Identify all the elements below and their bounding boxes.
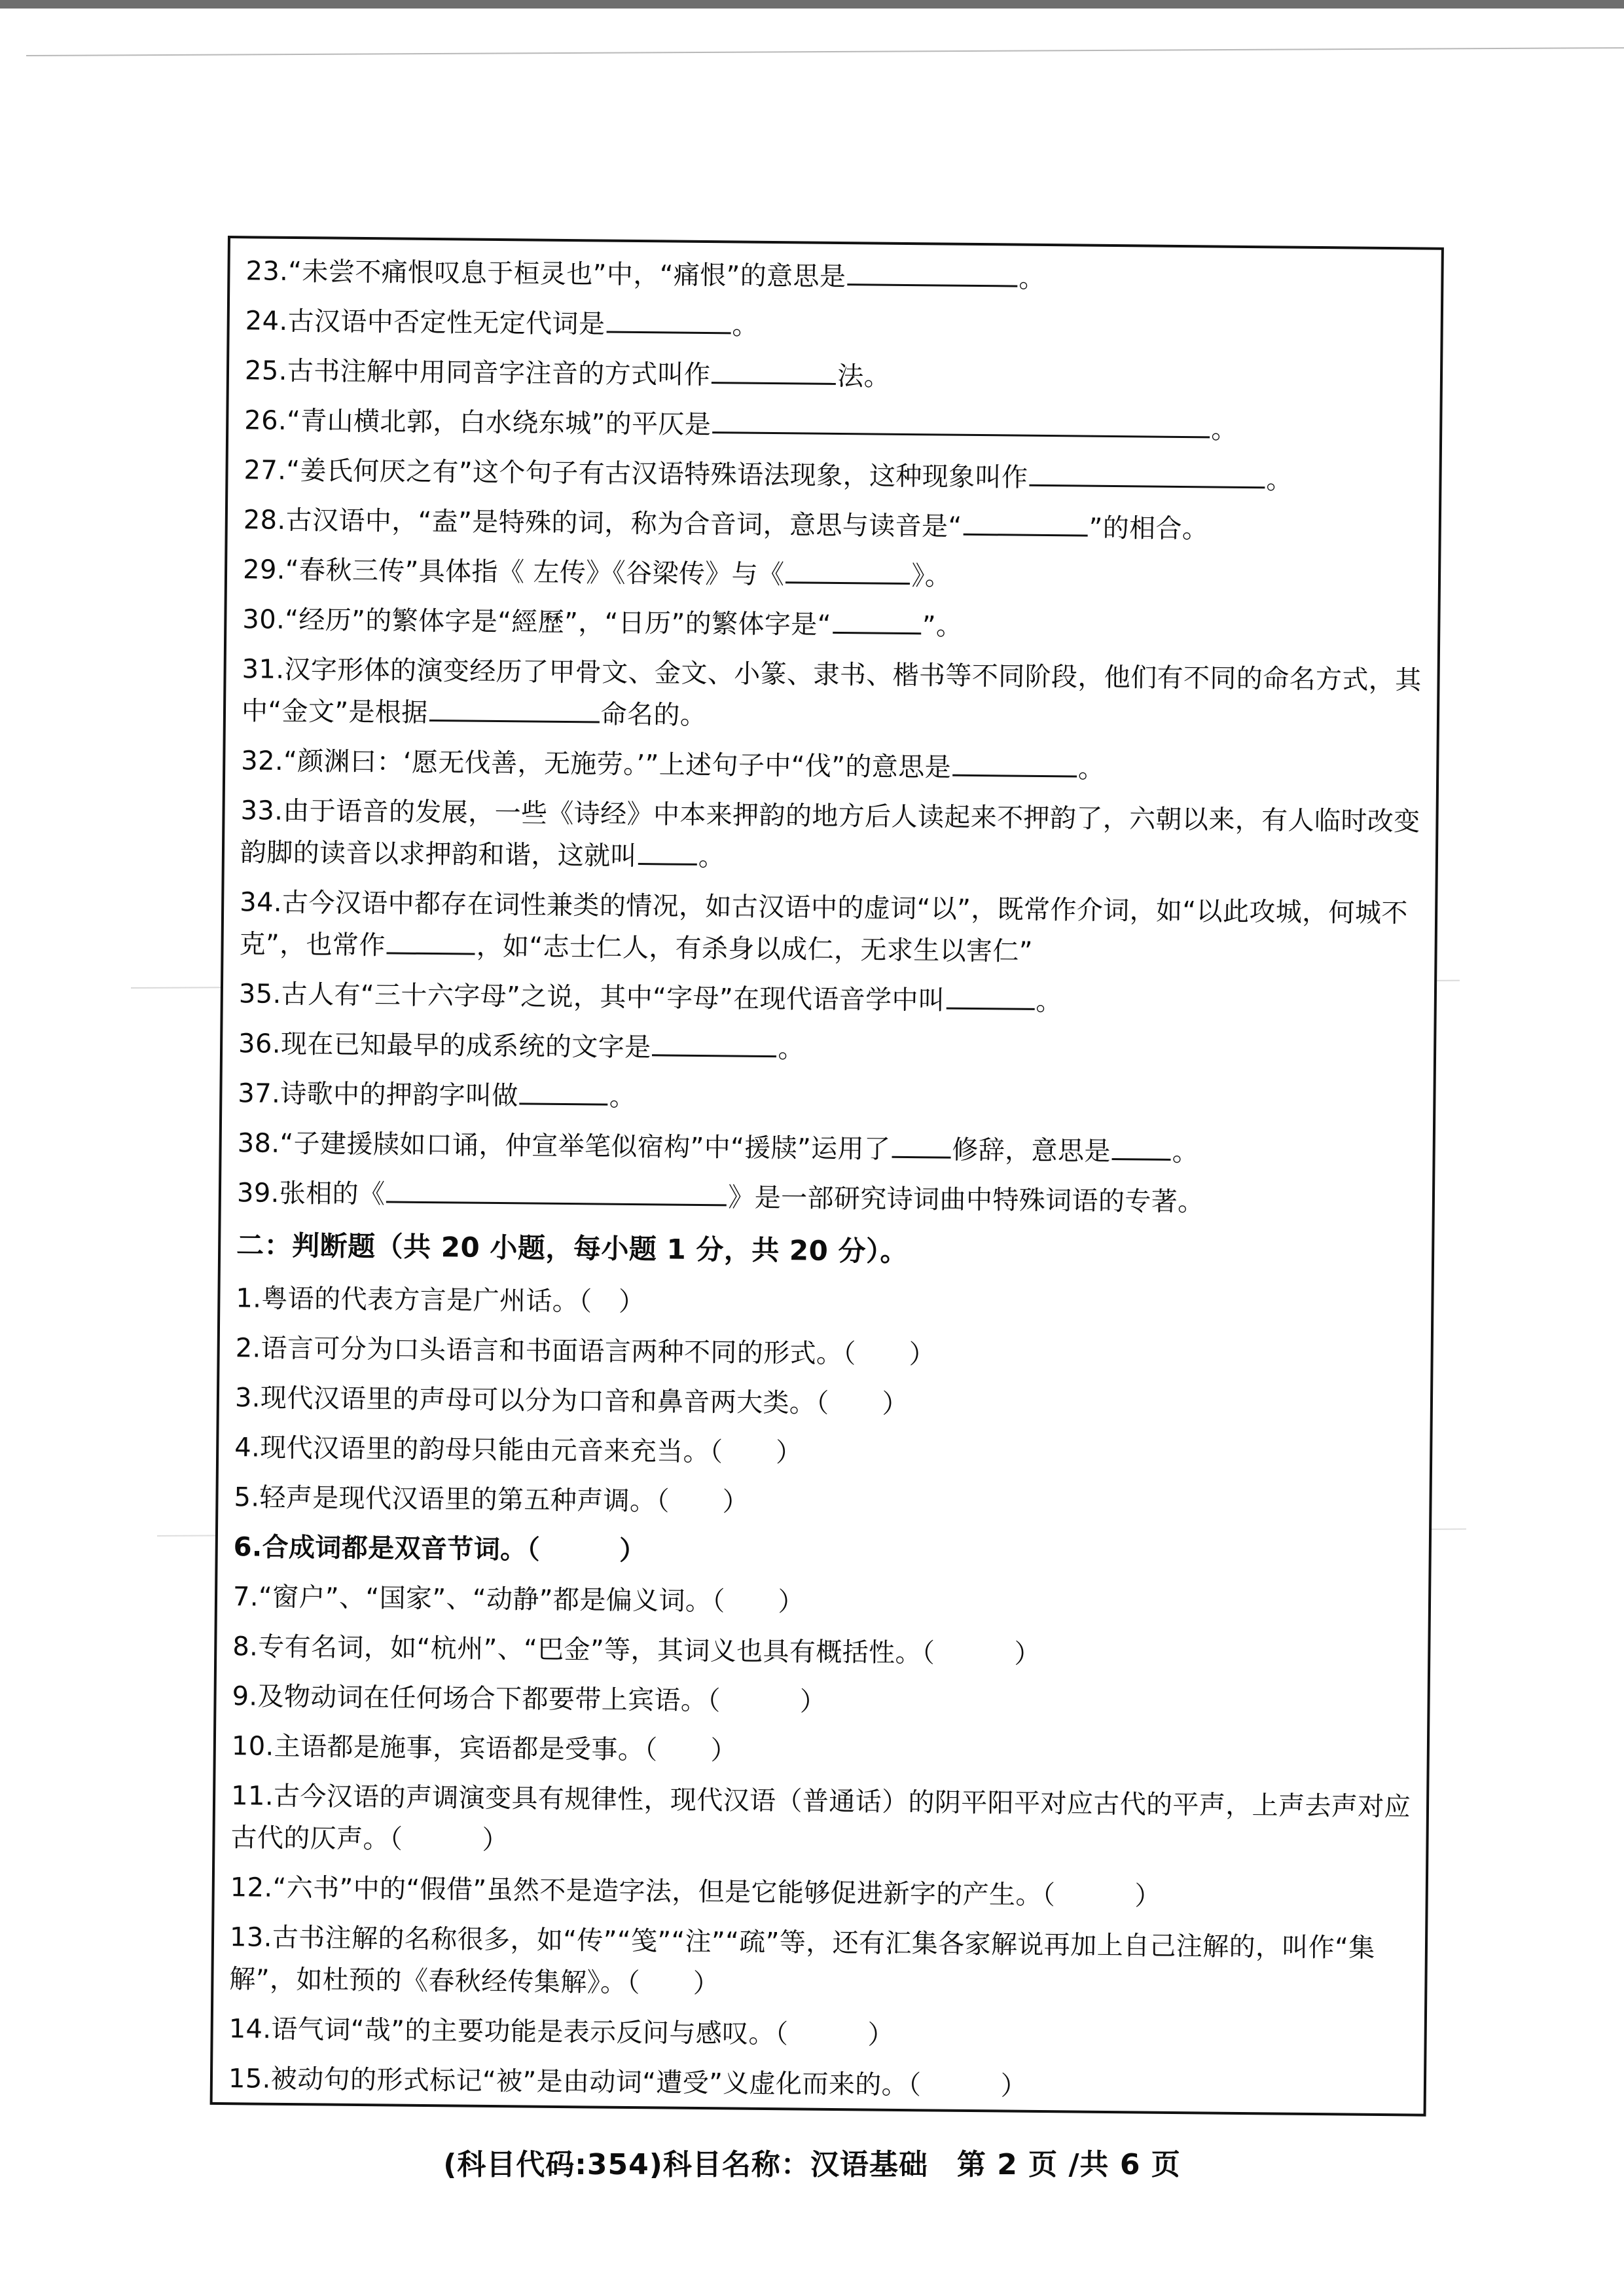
question-text: 汉字形体的演变经历了甲骨文、金文、小篆、隶书、楷书等不同阶段，他们有不同的命名方式，其中“金文”是根据	[241, 654, 1422, 728]
true-false-item	[234, 1476, 1418, 1529]
question-text: 张相的《	[279, 1178, 386, 1210]
answer-blank[interactable]	[520, 1075, 608, 1105]
question-text: 主语都是施事，宾语都是受事。（ ）	[274, 1731, 738, 1766]
true-false-item	[233, 1526, 1417, 1579]
question-number: 32.	[241, 746, 284, 776]
question-text: “子建援牍如口诵，仲宣举笔似宿构”中“援牍”运用了	[280, 1128, 891, 1165]
footer-page-number: 第 2 页 /共 6 页	[956, 2148, 1181, 2181]
answer-blank[interactable]	[946, 980, 1034, 1010]
question-text-tail: 。	[1266, 465, 1293, 496]
true-false-item	[232, 1725, 1416, 1778]
question-text-tail: 》。	[911, 561, 952, 592]
true-false-item	[234, 1427, 1418, 1480]
question-number: 25.	[244, 355, 288, 386]
question-text: “春秋三传”具体指《 左传》《谷梁传》与《	[285, 555, 785, 591]
question-text-tail: 》是一部研究诗词曲中特殊词语的专著。	[728, 1182, 1204, 1218]
answer-blank[interactable]	[892, 1129, 950, 1159]
answer-blank[interactable]	[652, 1027, 776, 1057]
question-item	[238, 1023, 1422, 1076]
true-false-item	[228, 2058, 1413, 2111]
question-number: 26.	[244, 405, 287, 436]
question-number: 8.	[232, 1631, 259, 1662]
true-false-item	[235, 1377, 1419, 1430]
true-false-item	[232, 1626, 1416, 1679]
question-item	[240, 790, 1424, 884]
question-text: 古今汉语的声调演变具有规律性，现代汉语（普通话）的阴平阳平对应古代的平声，上声去声对应古代的仄声。（ ）	[230, 1781, 1411, 1856]
question-number: 38.	[237, 1128, 280, 1159]
answer-blank[interactable]	[712, 404, 1210, 438]
question-number: 34.	[240, 887, 283, 918]
question-text: 现在已知最早的成系统的文字是	[280, 1029, 651, 1063]
question-text: 诗歌中的押韵字叫做	[280, 1078, 519, 1112]
true-false-item	[229, 1916, 1413, 2011]
question-number: 24.	[245, 306, 288, 337]
question-text: 古书注解的名称很多，如“传”“笺”“注”“疏”等，还有汇集各家解说再加上自己注解的，叫作“集解”，如杜预的《春秋经传集解》。（ ）	[229, 1922, 1375, 1999]
question-text-tail: 。	[732, 310, 759, 341]
question-item	[239, 973, 1423, 1026]
question-number: 1.	[236, 1283, 262, 1314]
true-false-item	[230, 1775, 1415, 1870]
answer-blank[interactable]	[785, 554, 910, 585]
question-item	[239, 881, 1423, 976]
answer-blank[interactable]	[1029, 457, 1265, 488]
question-number: 12.	[230, 1872, 273, 1903]
question-text: “经历”的繁体字是“經歷”，“日历”的繁体字是“	[284, 604, 832, 640]
question-number: 10.	[231, 1731, 274, 1762]
question-number: 5.	[234, 1482, 260, 1513]
page-footer	[0, 2141, 1624, 2183]
answer-blank[interactable]	[847, 256, 1017, 287]
question-text: 古汉语中否定性无定代词是	[287, 306, 605, 340]
true-false-item	[236, 1277, 1420, 1330]
question-item	[237, 1172, 1421, 1225]
question-text: “六书”中的“假借”虽然不是造字法，但是它能够促进新字的产生。（ ）	[272, 1872, 1162, 1912]
question-number: 15.	[228, 2064, 272, 2094]
question-text: 古书注解中用同音字注音的方式叫作	[287, 355, 711, 391]
answer-blank[interactable]	[606, 304, 731, 335]
question-text: “青山横北郭，白水绕东城”的平仄是	[286, 405, 712, 441]
question-text-mid: 修辞，意思是	[952, 1135, 1111, 1167]
question-number: 29.	[242, 555, 286, 585]
question-item	[243, 549, 1427, 602]
footer-subject-info: (科目代码:354)科目名称：汉语基础	[443, 2148, 928, 2181]
question-text: 古人有“三十六字母”之说，其中“字母”在现代语音学中叫	[281, 979, 945, 1016]
question-text: 轻声是现代汉语里的第五种声调。（ ）	[259, 1482, 749, 1518]
question-text: 古汉语中，“盍”是特殊的词，称为合音词，意思与读音是“	[285, 505, 962, 542]
question-text: 合成词都是双音节词。（ ）	[262, 1532, 646, 1567]
question-item	[238, 1072, 1422, 1125]
question-number: 31.	[242, 654, 285, 685]
question-text: “窗户”、“国家”、“动静”都是偏义词。（ ）	[258, 1582, 805, 1618]
question-number: 30.	[242, 604, 285, 635]
question-number: 9.	[232, 1681, 258, 1712]
answer-blank[interactable]	[387, 924, 475, 955]
question-text-tail: 。	[1019, 263, 1045, 294]
question-item	[242, 598, 1426, 651]
question-text-tail: 。	[1172, 1137, 1199, 1168]
question-text: 被动句的形式标记“被”是由动词“遭受”义虚化而来的。（ ）	[270, 2064, 1028, 2102]
question-item	[244, 399, 1428, 452]
question-text-tail: 。	[609, 1082, 636, 1113]
question-text-tail: 。	[698, 841, 725, 873]
question-item	[244, 449, 1428, 502]
question-number: 36.	[238, 1029, 281, 1059]
answer-blank-secondary[interactable]	[1112, 1131, 1171, 1161]
answer-blank[interactable]	[963, 506, 1087, 537]
question-number: 4.	[234, 1432, 261, 1463]
question-number: 27.	[244, 455, 287, 486]
question-text-tail: 。	[1211, 414, 1238, 445]
answer-blank[interactable]	[429, 692, 600, 723]
question-text: 粤语的代表方言是广州话。（ ）	[261, 1283, 645, 1318]
true-false-item	[230, 1867, 1414, 1920]
question-text-tail: ”的相合。	[1089, 513, 1209, 545]
question-text: “颜渊曰：‘愿无伐善，无施劳。’”上述句子中“伐”的意思是	[283, 746, 952, 783]
question-text: 语言可分为口头语言和书面语言两种不同的形式。（ ）	[261, 1333, 936, 1370]
answer-blank[interactable]	[386, 1173, 727, 1206]
question-text-tail: 。	[1077, 754, 1105, 784]
question-number: 7.	[232, 1582, 259, 1613]
exam-content-box	[210, 236, 1444, 2117]
question-item	[241, 740, 1425, 793]
answer-blank[interactable]	[638, 835, 697, 866]
question-text-tail: 。	[778, 1034, 805, 1065]
question-text: 古今汉语中都存在词性兼类的情况，如古汉语中的虚词“以”，既常作介词，如“以此攻城，何城不克”，也常作	[239, 887, 1408, 961]
question-item	[242, 648, 1426, 743]
question-text-tail: ，如“志士仁人，有杀身以成仁，无求生以害仁”	[476, 931, 1034, 967]
question-number: 28.	[243, 505, 286, 536]
question-text: 现代汉语里的声母可以分为口音和鼻音两大类。（ ）	[260, 1383, 909, 1420]
question-number: 13.	[229, 1922, 273, 1953]
true-false-item	[235, 1327, 1419, 1380]
question-text-tail: 命名的。	[600, 699, 707, 731]
question-number: 39.	[236, 1178, 280, 1209]
question-number: 14.	[228, 2014, 272, 2045]
question-text: 专有名词，如“杭州”、“巴金”等，其词义也具有概括性。（ ）	[258, 1631, 1041, 1670]
true-false-item	[228, 2008, 1413, 2061]
question-text: 现代汉语里的韵母只能由元音来充当。（ ）	[259, 1432, 803, 1468]
question-item	[237, 1122, 1421, 1175]
question-number: 33.	[240, 795, 283, 826]
question-item	[245, 250, 1430, 303]
question-text: 语气词“哉”的主要功能是表示反问与感叹。（ ）	[271, 2014, 895, 2050]
question-number: 6.	[233, 1532, 262, 1563]
scan-top-artifact-band	[0, 0, 1624, 9]
question-number: 2.	[235, 1333, 261, 1364]
exam-content-inner	[213, 238, 1447, 2119]
question-text-tail: 。	[1036, 986, 1062, 1017]
true-false-item	[233, 1576, 1417, 1629]
question-number: 3.	[234, 1383, 261, 1413]
question-number: 37.	[238, 1078, 281, 1109]
question-text-tail: ”。	[922, 611, 963, 642]
question-text: 由于语音的发展，一些《诗经》中本来押韵的地方后人读起来不押韵了，六朝以来，有人临时改变韵脚的读音以求押韵和谐，这就叫	[240, 795, 1420, 872]
question-item	[244, 499, 1428, 552]
question-text: 及物动词在任何场合下都要带上宾语。（ ）	[257, 1681, 827, 1717]
answer-blank[interactable]	[952, 747, 1077, 778]
true-false-item	[232, 1675, 1416, 1728]
question-number: 23.	[245, 256, 289, 287]
question-text: “姜氏何厌之有”这个句子有古汉语特殊语法现象，这种现象叫作	[286, 455, 1028, 493]
question-text-tail: 法。	[837, 361, 891, 392]
question-item	[245, 350, 1429, 403]
answer-blank[interactable]	[833, 604, 921, 634]
question-text: “未尝不痛恨叹息于桓灵也”中，“痛恨”的意思是	[288, 256, 846, 293]
answer-blank[interactable]	[712, 354, 836, 385]
question-number: 35.	[238, 979, 281, 1010]
question-number: 11.	[230, 1781, 274, 1812]
section-two-heading: 二：判断题（共 20 小题，每小题 1 分，共 20 分）。	[236, 1229, 909, 1268]
scan-hairline-artifact	[26, 47, 1624, 56]
question-item	[245, 300, 1429, 353]
